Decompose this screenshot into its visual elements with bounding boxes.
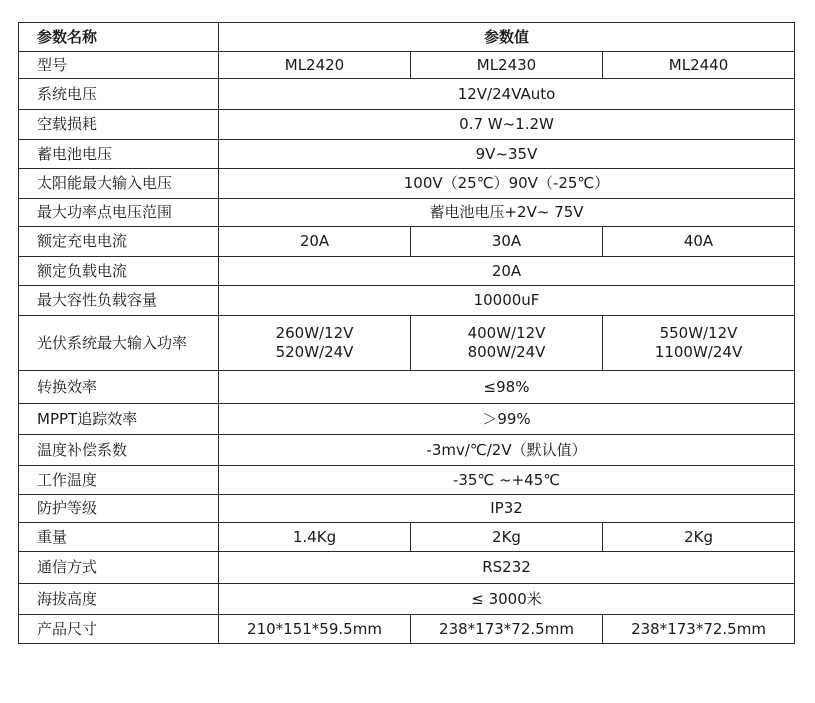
table-row: [19, 79, 795, 110]
param-name-cell: 最大功率点电压范围: [19, 199, 219, 227]
table-row: [19, 466, 795, 495]
param-name-cell: 重量: [19, 523, 219, 552]
table-row: [19, 584, 795, 615]
param-value-cell: 238*173*72.5mm: [411, 615, 603, 644]
param-name-cell: 额定充电电流: [19, 227, 219, 257]
param-value-cell: ＞99%: [219, 404, 795, 435]
param-value-cell: 100V（25℃）90V（-25℃）: [219, 169, 795, 199]
param-value-cell: -35℃ ~+45℃: [219, 466, 795, 495]
table-row: [19, 435, 795, 466]
param-value-cell: ≤ 3000米: [219, 584, 795, 615]
param-name-cell: MPPT追踪效率: [19, 404, 219, 435]
param-value-cell: 蓄电池电压+2V~ 75V: [219, 199, 795, 227]
param-value-cell: 20A: [219, 227, 411, 257]
param-value-cell: 0.7 W~1.2W: [219, 110, 795, 140]
table-row: [19, 110, 795, 140]
param-value-cell: 30A: [411, 227, 603, 257]
param-value-cell: RS232: [219, 552, 795, 584]
param-value-cell: 10000uF: [219, 286, 795, 316]
param-value-cell: 238*173*72.5mm: [603, 615, 795, 644]
param-value-cell: 1.4Kg: [219, 523, 411, 552]
param-value-cell: ML2420: [219, 52, 411, 79]
param-value-cell: -3mv/℃/2V（默认值）: [219, 435, 795, 466]
param-value-cell: 9V~35V: [219, 140, 795, 169]
table-row: [19, 371, 795, 404]
param-name-cell: 产品尺寸: [19, 615, 219, 644]
table-header-row: [19, 23, 795, 52]
header-param-name: 参数名称: [19, 23, 219, 52]
table-row: [19, 404, 795, 435]
param-value-line: 550W/12V: [659, 324, 738, 342]
param-name-cell: 光伏系统最大输入功率: [19, 316, 219, 371]
param-value-line: 260W/12V: [275, 324, 354, 342]
param-value-cell: 20A: [219, 257, 795, 286]
param-value-cell: [411, 316, 603, 371]
param-value-cell: ML2430: [411, 52, 603, 79]
param-value-cell: 2Kg: [603, 523, 795, 552]
param-value-cell: ≤98%: [219, 371, 795, 404]
param-name-cell: 工作温度: [19, 466, 219, 495]
param-name-cell: 系统电压: [19, 79, 219, 110]
table-row: [19, 169, 795, 199]
param-value-cell: [603, 316, 795, 371]
param-name-cell: 型号: [19, 52, 219, 79]
param-value-cell: 40A: [603, 227, 795, 257]
table-row: [19, 615, 795, 644]
param-name-cell: 海拔高度: [19, 584, 219, 615]
param-name-cell: 太阳能最大输入电压: [19, 169, 219, 199]
param-value-cell: 2Kg: [411, 523, 603, 552]
table-row: [19, 316, 795, 371]
param-value-line: 1100W/24V: [654, 343, 743, 361]
param-name-cell: 蓄电池电压: [19, 140, 219, 169]
param-value-cell: IP32: [219, 495, 795, 523]
param-name-cell: 空载损耗: [19, 110, 219, 140]
table-row: [19, 495, 795, 523]
table-row: [19, 552, 795, 584]
table-row: [19, 140, 795, 169]
param-value-line: 520W/24V: [275, 343, 354, 361]
spec-table: [18, 22, 795, 644]
param-value-cell: [219, 316, 411, 371]
param-value-line: 400W/12V: [467, 324, 546, 342]
param-value-cell: 210*151*59.5mm: [219, 615, 411, 644]
table-row: [19, 227, 795, 257]
param-name-cell: 转换效率: [19, 371, 219, 404]
param-name-cell: 通信方式: [19, 552, 219, 584]
param-value-cell: 12V/24VAuto: [219, 79, 795, 110]
table-row: [19, 52, 795, 79]
param-name-cell: 额定负载电流: [19, 257, 219, 286]
param-name-cell: 最大容性负载容量: [19, 286, 219, 316]
header-param-value: 参数值: [219, 23, 795, 52]
table-row: [19, 286, 795, 316]
table-row: [19, 257, 795, 286]
param-value-cell: ML2440: [603, 52, 795, 79]
param-name-cell: 防护等级: [19, 495, 219, 523]
table-row: [19, 199, 795, 227]
param-name-cell: 温度补偿系数: [19, 435, 219, 466]
table-row: [19, 523, 795, 552]
param-value-line: 800W/24V: [467, 343, 546, 361]
